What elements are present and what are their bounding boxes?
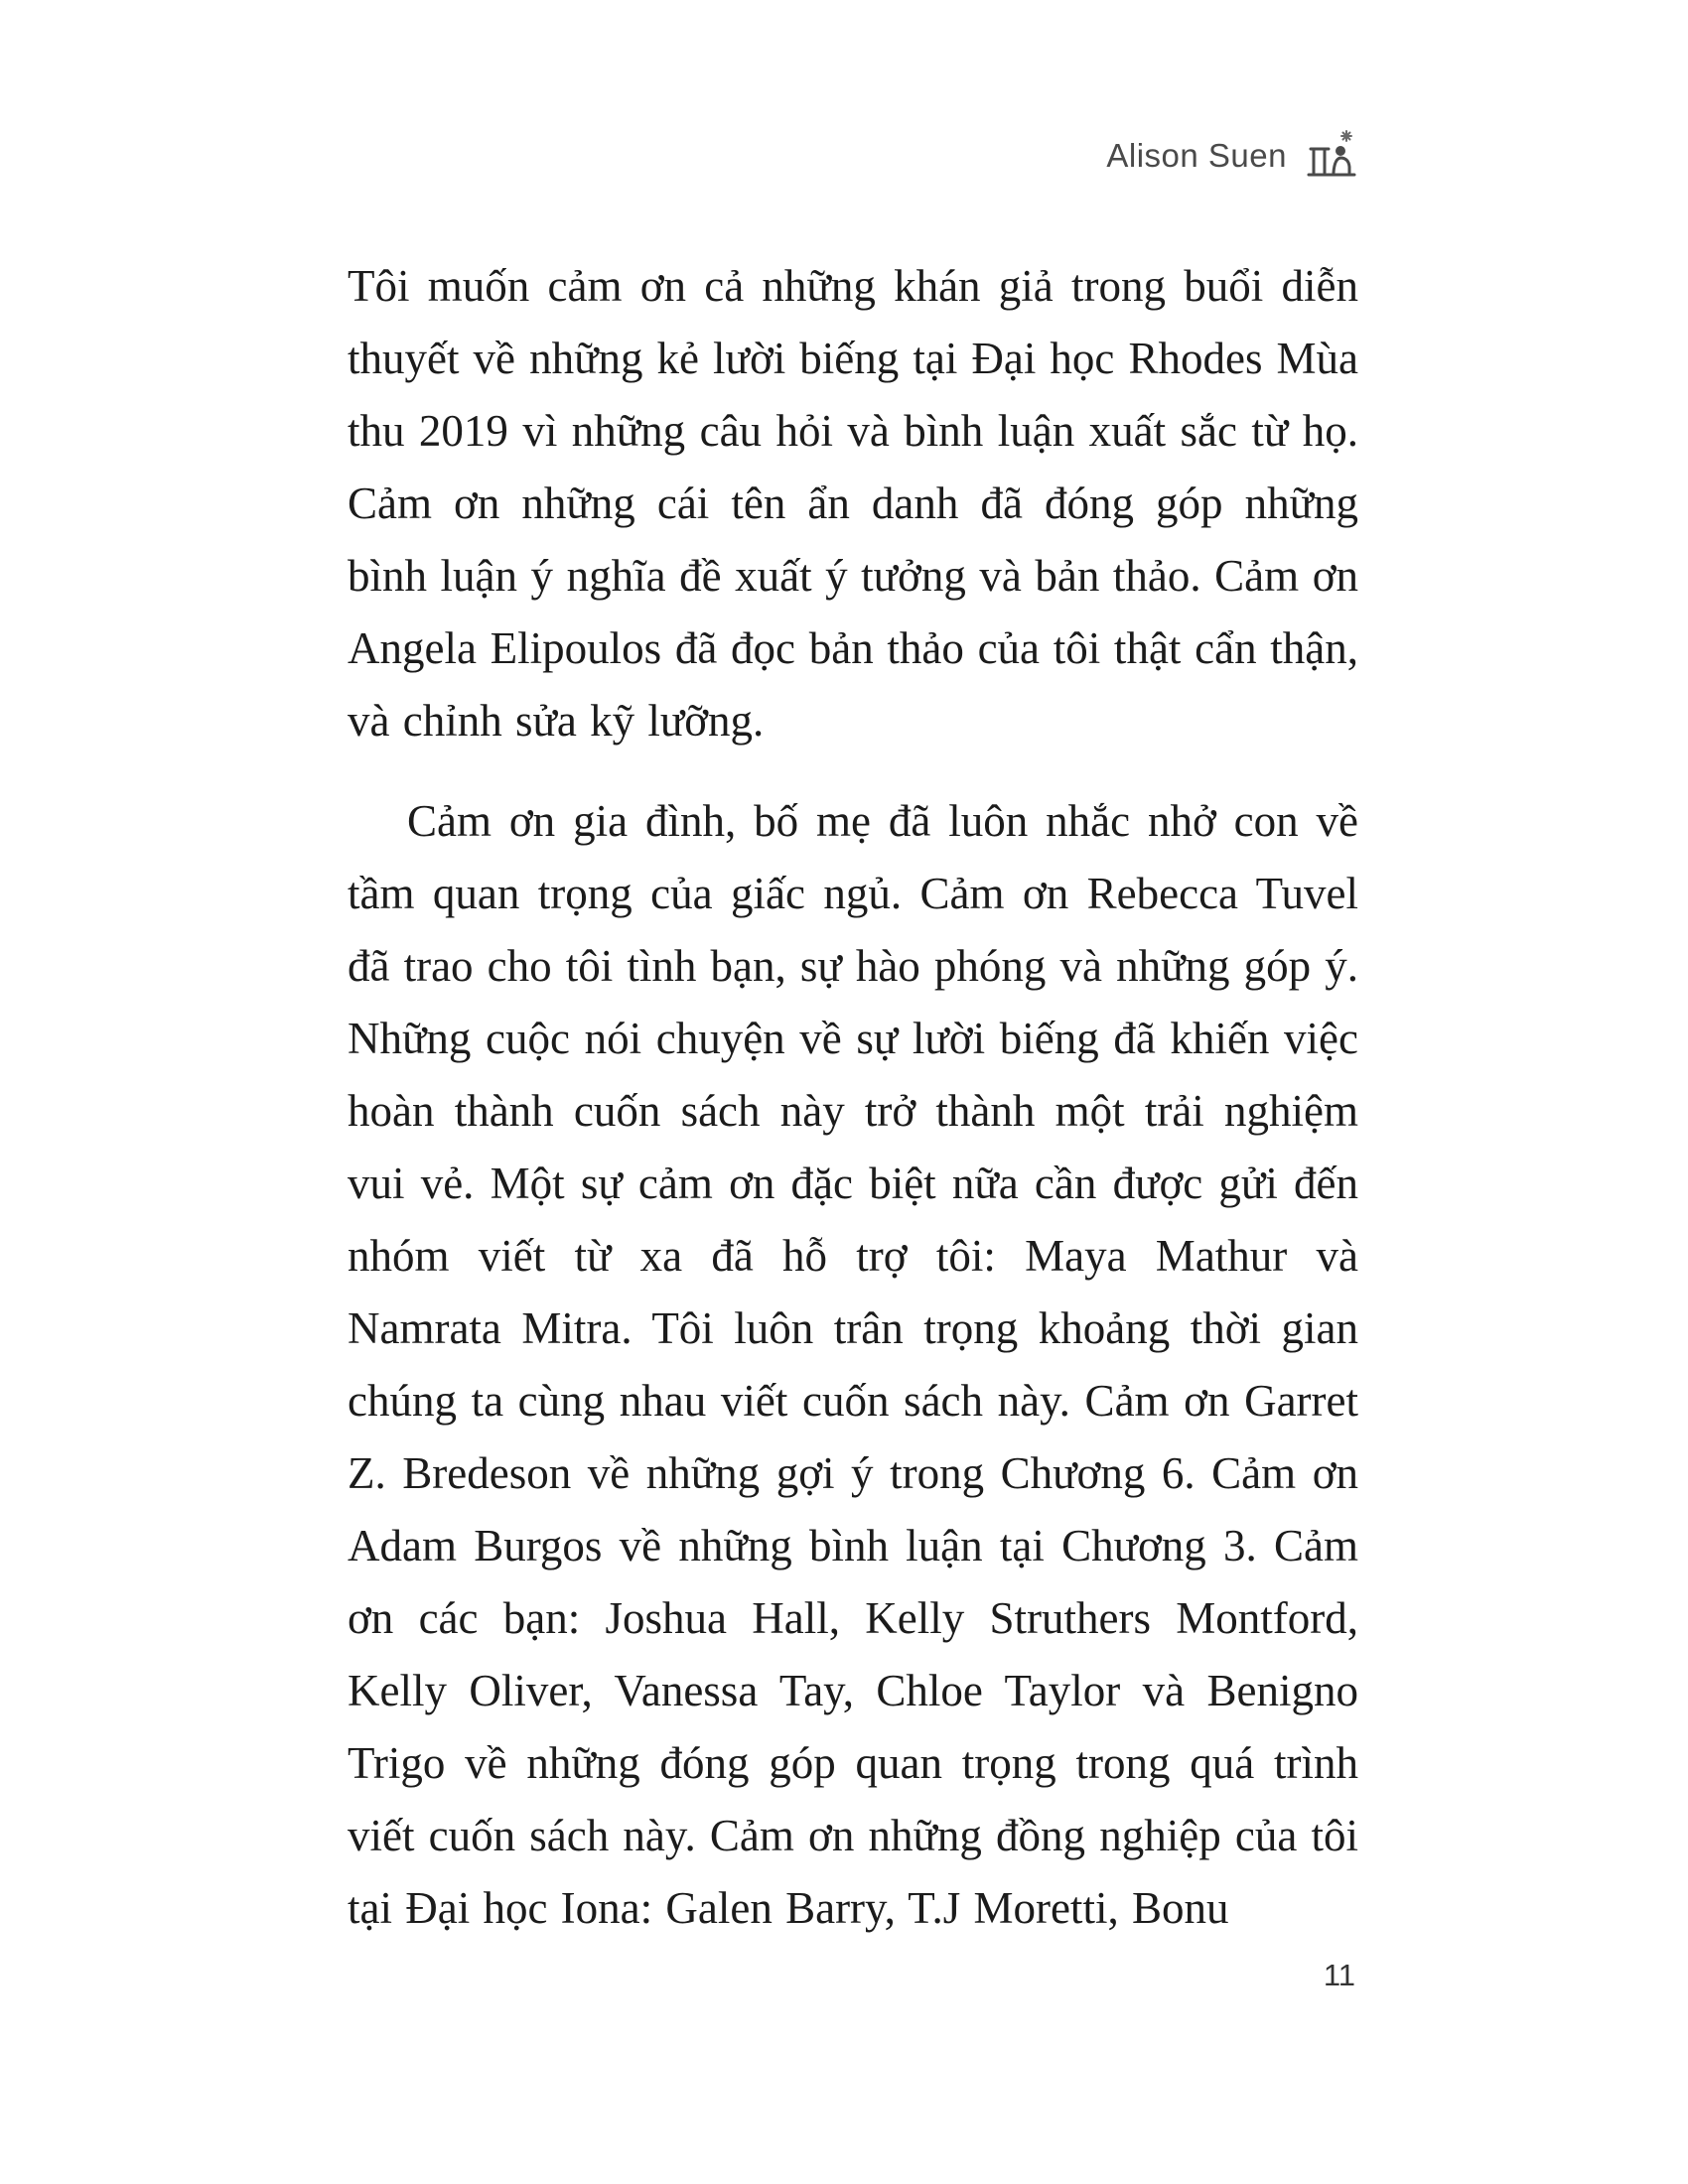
publisher-logo-icon [1303,127,1360,185]
body-text [348,250,1358,1973]
page-number: 11 [1323,1958,1355,1992]
paragraph-2: Cảm ơn gia đình, bố mẹ đã luôn nhắc nhở con về tầm quan trọng của giấc ngủ. Cảm ơn Rebecca Tuvel đã trao cho tôi tình bạn, sự hào phóng và những góp ý. Những cuộc nói chuyện về sự lười biếng đã khiến việc hoàn thành cuốn sách này trở thành một trải nghiệm vui vẻ. Một sự cảm ơn đặc biệt nữa cần được gửi đến nhóm viết từ xa đã hỗ trợ tôi: Maya Mathur và Namrata Mitra. Tôi luôn trân trọng khoảng thời gian chúng ta cùng nhau viết cuốn sách này. Cảm ơn Garret Z. Bredeson về những gợi ý trong Chương 6. Cảm ơn Adam Burgos về những bình luận tại Chương 3. Cảm ơn các bạn: Joshua Hall, Kelly Struthers Montford, Kelly Oliver, Vanessa Tay, Chloe Taylor và Benigno Trigo về những đóng góp quan trọng trong quá trình viết cuốn sách này. Cảm ơn những đồng nghiệp của tôi tại Đại học Iona: Galen Barry, T.J Moretti, Bonu [348,796,1358,1933]
author-name: Alison Suen [1106,137,1287,174]
page-header [1106,127,1360,185]
paragraph-1: Tôi muốn cảm ơn cả những khán giả trong buổi diễn thuyết về những kẻ lười biếng tại Đại học Rhodes Mùa thu 2019 vì những câu hỏi và bình luận xuất sắc từ họ. Cảm ơn những cái tên ẩn danh đã đóng góp những bình luận ý nghĩa đề xuất ý tưởng và bản thảo. Cảm ơn Angela Elipoulos đã đọc bản thảo của tôi thật cẩn thận, và chỉnh sửa kỹ lưỡng. [348,261,1358,746]
